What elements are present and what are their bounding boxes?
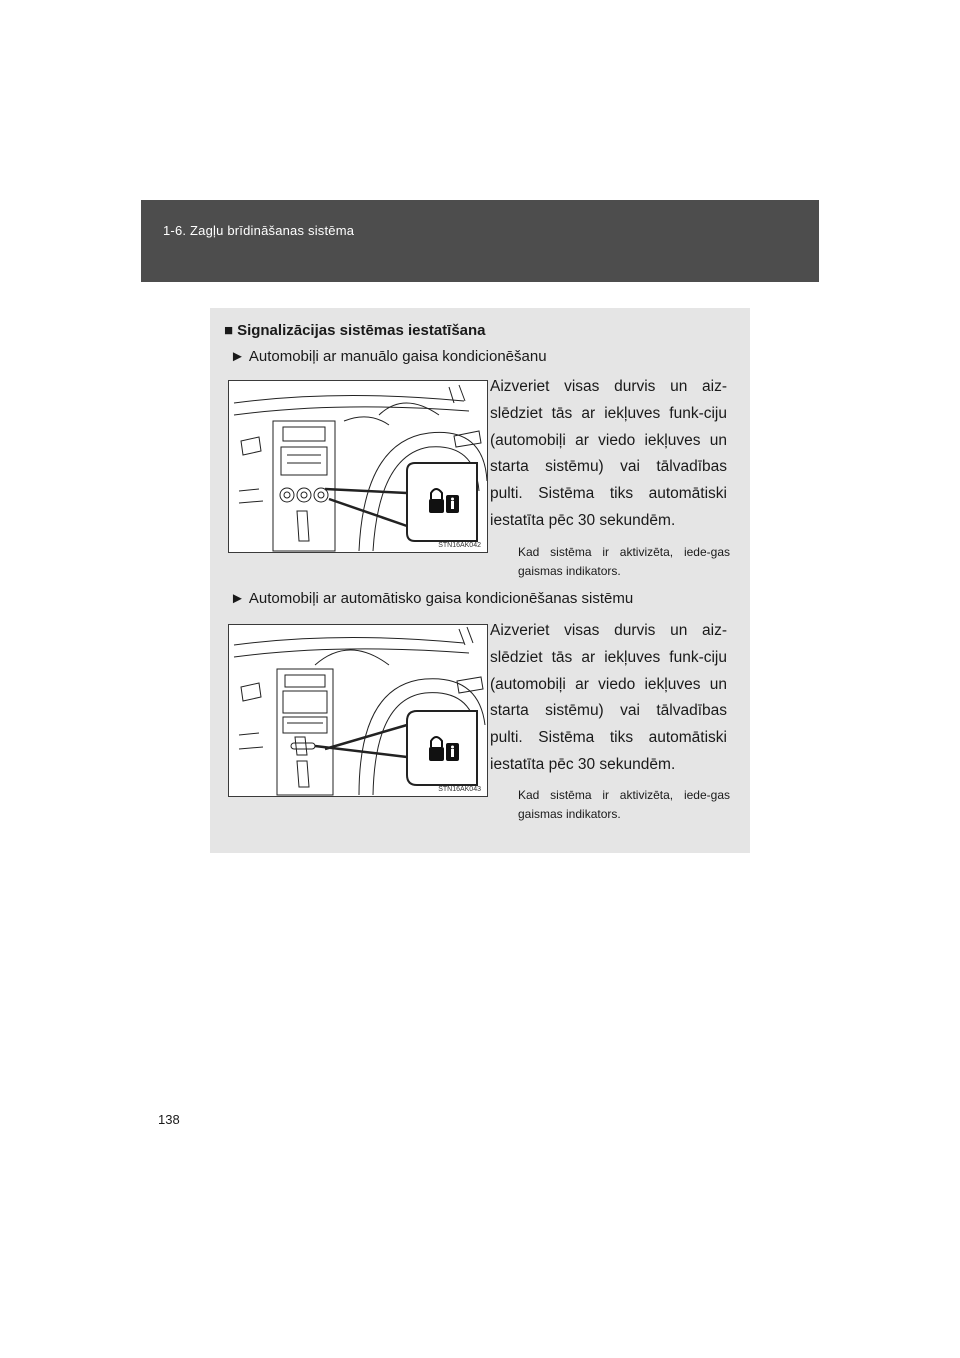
item-note: Kad sistēma ir aktivizēta, iede-gas gaismas indikators. (518, 545, 730, 578)
dashboard-drawing (229, 381, 487, 552)
item-title-text: Automobiļi ar automātisko gaisa kondicionēšanas sistēmu (248, 590, 634, 607)
section-header-bar (141, 200, 819, 282)
item-title-manual (230, 348, 547, 365)
item-note: Kad sistēma ir aktivizēta, iede-gas gaismas indikators. (518, 788, 730, 821)
item-title-automatic (230, 590, 633, 607)
info-box (210, 308, 750, 853)
item-instruction: Aizveriet visas durvis un aiz-slēdziet tās ar iekļuves funk-ciju (automobiļi ar viedo iekļuves un starta sistēmu) vai tālvadības pulti. Sistēma tiks automātiski iestatīta pēc 30 sekundēm. (490, 378, 727, 529)
triangle-bullet-icon: ► (230, 348, 245, 365)
dashboard-illustration-automatic (228, 624, 488, 797)
figure-id: STN16AK042 (438, 542, 481, 549)
page-number: 138 (158, 1112, 180, 1127)
dashboard-illustration-manual (228, 380, 488, 553)
triangle-bullet-icon: ► (230, 590, 245, 607)
box-heading (224, 322, 486, 339)
item-title-text: Automobiļi ar manuālo gaisa kondicionēšanu (248, 348, 547, 365)
item-instruction: Aizveriet visas durvis un aiz-slēdziet tās ar iekļuves funk-ciju (automobiļi ar viedo iekļuves un starta sistēmu) vai tālvadības pulti. Sistēma tiks automātiski iestatīta pēc 30 sekundēm. (490, 622, 727, 773)
box-heading-text: Signalizācijas sistēmas iestatīšana (237, 322, 486, 339)
figure-id: STN16AK043 (438, 786, 481, 793)
dashboard-drawing (229, 625, 487, 796)
section-title: 1-6. Zagļu brīdināšanas sistēma (163, 223, 355, 238)
square-bullet-icon: ■ (224, 322, 234, 339)
